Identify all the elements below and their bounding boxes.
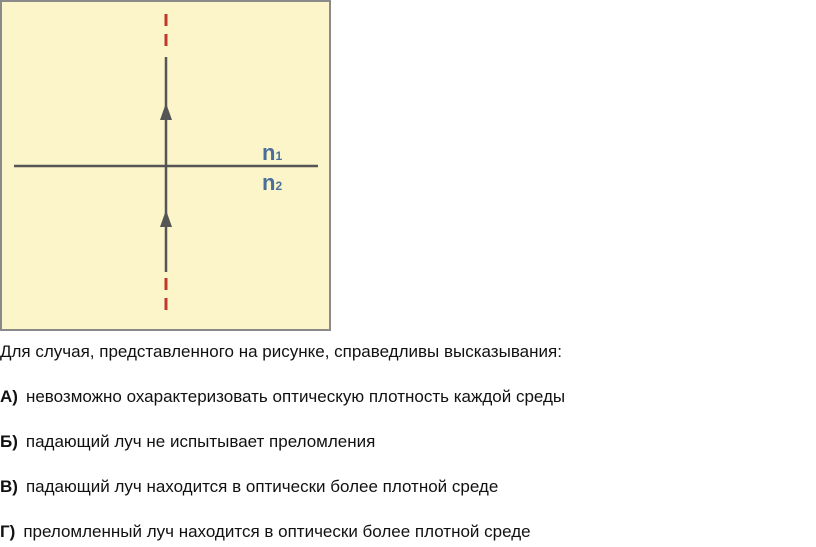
option-b bbox=[0, 432, 375, 452]
option-c-label: В) bbox=[0, 477, 18, 496]
option-d bbox=[0, 522, 531, 542]
option-b-label: Б) bbox=[0, 432, 18, 451]
medium-bottom-label: n2 bbox=[262, 170, 283, 195]
option-d-label: Г) bbox=[0, 522, 16, 541]
option-a bbox=[0, 387, 565, 407]
medium-top-label: n1 bbox=[262, 140, 283, 165]
option-a-label: А) bbox=[0, 387, 18, 406]
option-c bbox=[0, 477, 498, 497]
refraction-diagram bbox=[0, 0, 332, 332]
option-c-text: падающий луч находится в оптически более плотной среде bbox=[25, 477, 499, 496]
option-d-text: преломленный луч находится в оптически более плотной среде bbox=[23, 522, 531, 541]
option-b-text: падающий луч не испытывает преломления bbox=[25, 432, 376, 451]
option-a-text: невозможно охарактеризовать оптическую плотность каждой среды bbox=[25, 387, 566, 406]
question-prompt: Для случая, представленного на рисунке, справедливы высказывания: bbox=[0, 342, 562, 361]
